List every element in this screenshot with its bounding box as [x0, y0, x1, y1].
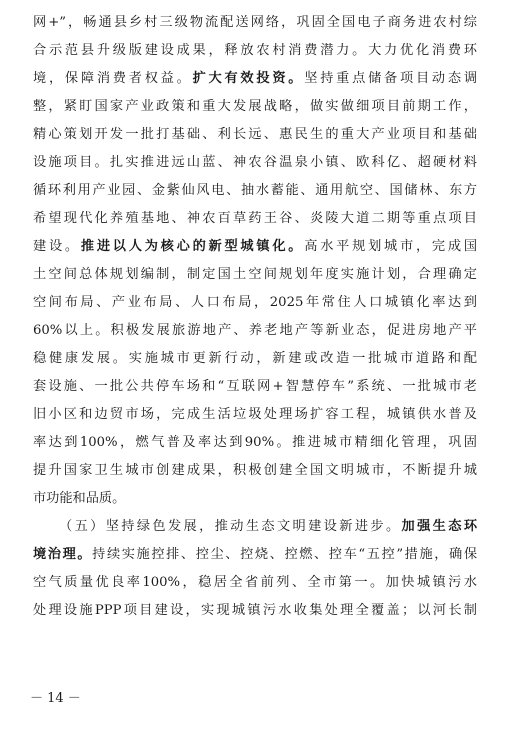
text-span: 处理设施PPP项目建设，实现城镇污水收集处理全覆盖；以河长制 — [33, 603, 477, 618]
text-line — [33, 569, 477, 597]
text-line — [33, 513, 477, 541]
text-span: 建设。 — [33, 239, 81, 254]
text-line — [33, 37, 477, 65]
text-span: 稳健康发展。实施城市更新行动，新建或改造一批城市道路和配 — [33, 351, 477, 366]
text-span: 整，紧盯国家产业政策和重大发展战略，做实做细项目前期工作， — [33, 99, 477, 114]
text-span: 旧小区和边贸市场，完成生活垃圾处理场扩容工程，城镇供水普及 — [33, 407, 477, 422]
text-line — [33, 233, 477, 261]
text-line — [33, 261, 477, 289]
text-span: 60%以上。积极发展旅游地产、养老地产等新业态，促进房地产平 — [33, 323, 477, 338]
text-span: 市功能和品质。 — [33, 491, 126, 506]
text-line — [33, 429, 477, 457]
text-span: 提升国家卫生城市创建成果，积极创建全国文明城市，不断提升城 — [33, 463, 477, 478]
bold-heading-span: 推进以人为核心的新型城镇化。 — [80, 239, 305, 254]
text-line — [33, 485, 477, 513]
paragraph-economy-investment-urbanization — [33, 9, 477, 513]
text-span: 精心策划开发一批打基础、利长远、惠民生的重大产业项目和基础 — [33, 127, 477, 142]
text-span: 希望现代化养殖基地、神农百草药王谷、炎陵大道二期等重点项目 — [33, 211, 477, 226]
text-line — [33, 289, 477, 317]
text-span: 境，保障消费者权益。 — [33, 71, 193, 86]
text-line — [33, 177, 477, 205]
document-page — [33, 9, 477, 625]
text-span: 套设施、一批公共停车场和“互联网+智慧停车”系统、一批城市老 — [33, 379, 477, 394]
text-span: 坚持重点储备项目动态调 — [304, 71, 477, 86]
bold-heading-span: 扩大有效投资。 — [192, 71, 305, 86]
text-span: 率达到100%，燃气普及率达到90%。推进城市精细化管理，巩固 — [33, 435, 477, 450]
text-line — [33, 457, 477, 485]
bold-heading-span: 境治理。 — [33, 547, 93, 562]
page-number: － 14 － — [30, 691, 81, 706]
text-line — [33, 345, 477, 373]
text-span: 高水平规划城市，完成国 — [304, 239, 477, 254]
text-line — [33, 93, 477, 121]
bold-heading-span: 加强生态环 — [401, 519, 477, 534]
text-span: （五）坚持绿色发展，推动生态文明建设新进步。 — [59, 519, 402, 534]
text-span: 设施项目。扎实推进远山蓝、神农谷温泉小镇、欧科亿、超硬材料 — [33, 155, 477, 170]
text-line — [33, 65, 477, 93]
text-line — [33, 373, 477, 401]
text-line — [33, 9, 477, 37]
text-line — [33, 597, 477, 625]
text-span: 持续实施控排、控尘、控烧、控燃、控车“五控”措施，确保 — [92, 547, 477, 562]
text-line — [33, 317, 477, 345]
text-line — [33, 541, 477, 569]
text-line — [33, 121, 477, 149]
text-line — [33, 205, 477, 233]
text-span: 网+”，畅通县乡村三级物流配送网络，巩固全国电子商务进农村综 — [33, 15, 477, 30]
paragraph-green-development — [33, 513, 477, 625]
text-span: 土空间总体规划编制，制定国土空间规划年度实施计划，合理确定 — [33, 267, 477, 282]
text-line — [33, 401, 477, 429]
text-span: 空气质量优良率100%，稳居全省前列、全市第一。加快城镇污水 — [33, 575, 477, 590]
text-span: 空间布局、产业布局、人口布局，2025年常住人口城镇化率达到 — [33, 295, 477, 310]
text-span: 合示范县升级版建设成果，释放农村消费潜力。大力优化消费环 — [33, 43, 477, 58]
text-line — [33, 149, 477, 177]
text-span: 循环利用产业园、金紫仙风电、抽水蓄能、通用航空、国储林、东方 — [33, 183, 477, 198]
